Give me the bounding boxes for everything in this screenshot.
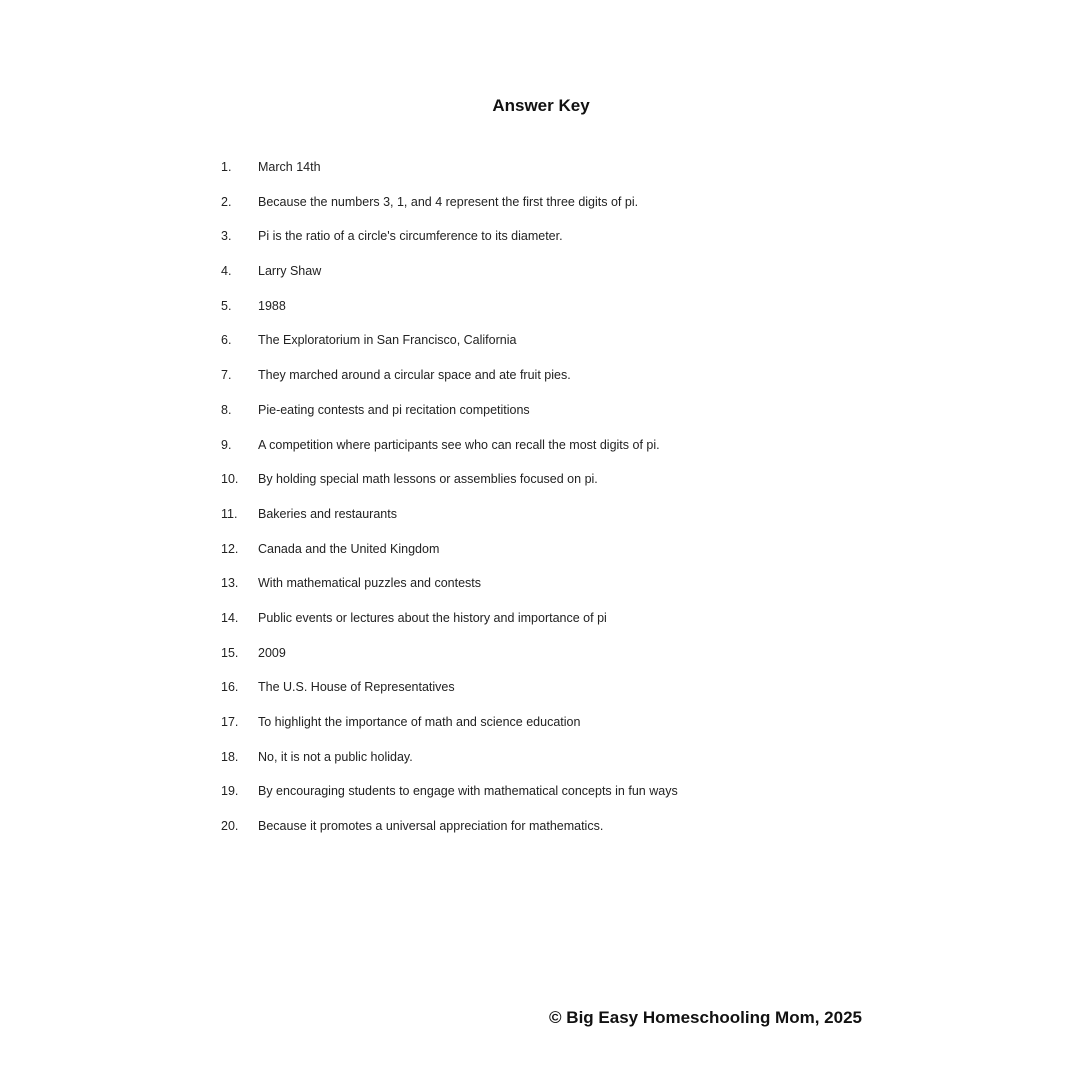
answer-item-20 bbox=[221, 816, 678, 851]
answer-text: By encouraging students to engage with mathematical concepts in fun ways bbox=[258, 784, 678, 799]
answer-item-14 bbox=[221, 608, 678, 643]
answer-number: 6. bbox=[221, 333, 232, 348]
answer-item-1 bbox=[221, 157, 678, 192]
answer-text: Bakeries and restaurants bbox=[258, 506, 397, 521]
answer-number: 9. bbox=[221, 437, 232, 452]
answer-number: 5. bbox=[221, 298, 232, 313]
answer-number: 4. bbox=[221, 264, 232, 279]
answer-item-10 bbox=[221, 469, 678, 504]
answer-text: The U.S. House of Representatives bbox=[258, 680, 455, 695]
answer-number: 15. bbox=[221, 645, 239, 660]
answer-number: 17. bbox=[221, 715, 239, 729]
answer-item-5 bbox=[221, 296, 678, 331]
answer-text: By holding special math lessons or assemblies focused on pi. bbox=[258, 472, 598, 487]
answer-text: Larry Shaw bbox=[258, 264, 322, 279]
answer-number: 1. bbox=[221, 160, 232, 174]
answer-text: No, it is not a public holiday. bbox=[258, 749, 413, 764]
answer-item-19 bbox=[221, 781, 678, 816]
answer-text: Because the numbers 3, 1, and 4 represent the first three digits of pi. bbox=[258, 194, 639, 209]
answer-item-9 bbox=[221, 435, 678, 470]
answer-text: Because it promotes a universal appreciation for mathematics. bbox=[258, 819, 604, 834]
answer-item-18 bbox=[221, 747, 678, 782]
answer-number: 2. bbox=[221, 194, 232, 209]
answer-text: They marched around a circular space and ate fruit pies. bbox=[258, 368, 571, 383]
answer-text: To highlight the importance of math and science education bbox=[258, 715, 581, 729]
answer-item-12 bbox=[221, 539, 678, 574]
answer-number: 11. bbox=[221, 506, 238, 521]
answer-item-3 bbox=[221, 226, 678, 261]
answer-number: 20. bbox=[221, 819, 239, 834]
answer-text: 1988 bbox=[258, 298, 286, 313]
answer-text: 2009 bbox=[258, 645, 286, 660]
answer-item-7 bbox=[221, 365, 678, 400]
answer-text: Pie-eating contests and pi recitation competitions bbox=[258, 402, 530, 417]
answer-number: 19. bbox=[221, 784, 239, 799]
answer-number: 10. bbox=[221, 472, 239, 487]
answer-number: 3. bbox=[221, 229, 232, 244]
answer-item-16 bbox=[221, 677, 678, 712]
answer-item-6 bbox=[221, 330, 678, 365]
answer-number: 12. bbox=[221, 541, 239, 556]
answer-text: With mathematical puzzles and contests bbox=[258, 576, 482, 591]
answer-number: 8. bbox=[221, 402, 232, 417]
answer-text: A competition where participants see who can recall the most digits of pi. bbox=[258, 437, 660, 452]
answer-number: 13. bbox=[221, 576, 239, 591]
page-title: Answer Key bbox=[492, 96, 590, 115]
answer-list bbox=[221, 157, 678, 851]
answer-text: The Exploratorium in San Francisco, California bbox=[258, 333, 517, 348]
answer-text: March 14th bbox=[258, 160, 321, 174]
answer-number: 14. bbox=[221, 610, 239, 625]
answer-item-17 bbox=[221, 712, 678, 747]
answer-item-13 bbox=[221, 573, 678, 608]
answer-number: 16. bbox=[221, 680, 239, 695]
answer-number: 18. bbox=[221, 749, 239, 764]
answer-text: Pi is the ratio of a circle's circumference to its diameter. bbox=[258, 229, 563, 244]
answer-item-2 bbox=[221, 192, 678, 227]
answer-item-8 bbox=[221, 400, 678, 435]
answer-item-11 bbox=[221, 504, 678, 539]
answer-item-15 bbox=[221, 643, 678, 678]
copyright-footer: © Big Easy Homeschooling Mom, 2025 bbox=[549, 1008, 862, 1027]
answer-text: Canada and the United Kingdom bbox=[258, 541, 440, 556]
answer-item-4 bbox=[221, 261, 678, 296]
answer-number: 7. bbox=[221, 368, 232, 383]
answer-text: Public events or lectures about the history and importance of pi bbox=[258, 610, 607, 625]
